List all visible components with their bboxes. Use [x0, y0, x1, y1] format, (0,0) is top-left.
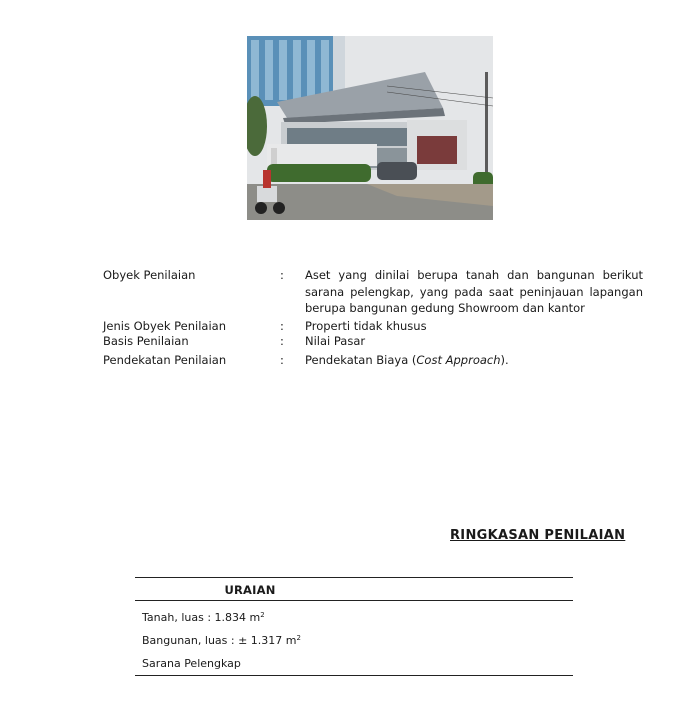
value-prefix: Pendekatan Biaya (: [305, 353, 417, 367]
value-suffix: ).: [500, 353, 509, 367]
info-colon: :: [280, 319, 284, 333]
info-label: Basis Penilaian: [103, 334, 189, 348]
info-value: [305, 352, 643, 369]
property-photo: [247, 36, 493, 220]
row-text: Tanah, luas : 1.834 m: [142, 611, 261, 624]
info-value: Properti tidak khusus: [305, 319, 427, 333]
table-top-rule: [135, 577, 573, 578]
info-colon: :: [280, 334, 284, 348]
header-rule: [135, 600, 573, 601]
info-colon: :: [280, 353, 284, 367]
row-sup: 2: [296, 634, 301, 642]
table-row: [142, 657, 241, 670]
info-value: Aset yang dinilai berupa tanah dan bangunan berikut sarana pelengkap, yang pada saat peninjauan lapangan berupa bangunan gedung Showroom dan kantor: [305, 268, 643, 315]
table-row: [142, 634, 301, 647]
info-label: Obyek Penilaian: [103, 268, 196, 282]
row-sup: 2: [260, 611, 265, 619]
column-header: URAIAN: [224, 583, 276, 597]
info-value: Nilai Pasar: [305, 334, 366, 348]
row-text: Sarana Pelengkap: [142, 657, 241, 670]
table-row: [142, 611, 265, 624]
info-label: Jenis Obyek Penilaian: [103, 319, 227, 333]
info-label: Pendekatan Penilaian: [103, 353, 227, 367]
section-heading: RINGKASAN PENILAIAN: [450, 528, 626, 543]
row-text: Bangunan, luas : ± 1.317 m: [142, 634, 297, 647]
value-italic: Cost Approach: [416, 353, 501, 367]
info-colon: :: [280, 268, 284, 282]
table-bottom-rule: [135, 675, 573, 676]
